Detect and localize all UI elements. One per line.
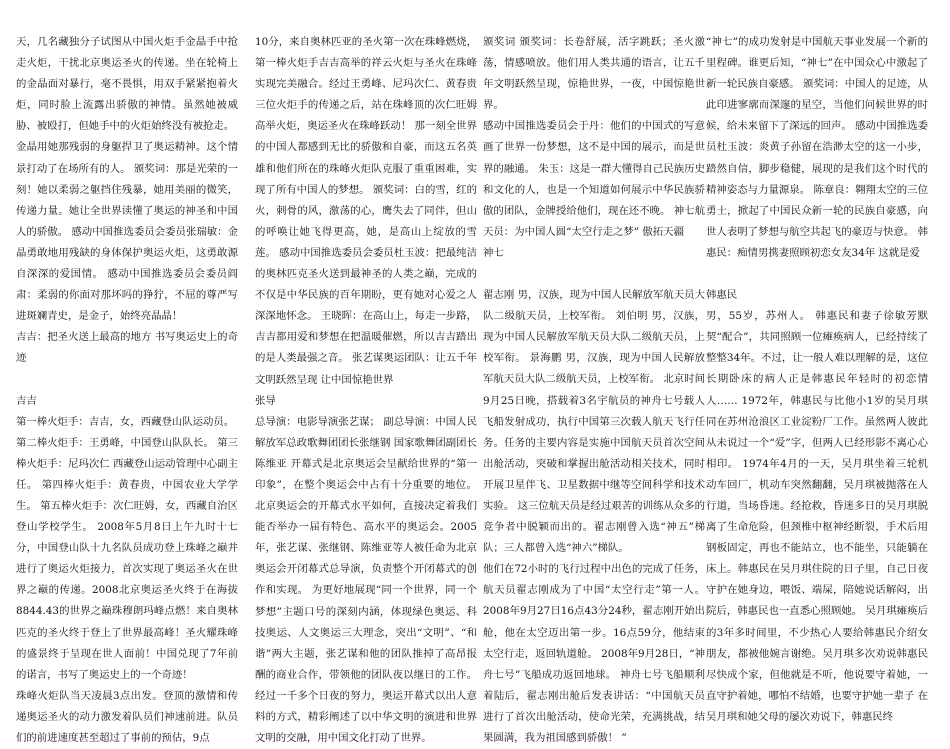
paragraph: 他们在72小时的飞行过程中出色的完成了任务，航天员翟志刚成为了中国“太空行走”第一人。 2008年9月27日16点43分24秒，翟志刚开始出舱，他在太空迈出第一步。16点59分，他结束太空行走，返回轨道舱。 2008年9月28日，“神舟七号”飞船成功返回地球。 神舟七号飞船顺利着陆后，翟志刚出舱后发表讲话：“中国航天员进行了首次出舱活动，使命光荣，充满挑战，结果圆满，我为祖国感到骄傲！ ” (483, 563, 705, 744)
paragraph: “神七”的成功发射是中国航天事业发展一个新的里程碑。谁更后知，“神七”在中国众心中激起了新一轮民族自豪感。 颁奖词：中国人的足迹，从此印进寥廓而深邃的星空，当他们问候世界的时候，给未来留下了深远的回声。 感动中国推选委员杜玉波：炎黄子孙留在浩渺太空的这一小步，踏然自信，脚步稳健，展现的是我们这个时代的精神姿态与力量源泉。 陈章良：翱翔太空的三位勇士，掀起了中国民众新一轮的民族自豪感，向世人表明了梦想与航空共起飞的豪迈与快意。 韩惠民：痴情男携妻照顾初恋女友34年 这就是爱 (706, 36, 928, 259)
blank-line (483, 264, 705, 285)
person-name: 吉吉 (16, 394, 37, 407)
blank-line (706, 264, 928, 285)
person-name: 张导 (255, 394, 276, 407)
text-column-1 (16, 32, 238, 744)
paragraph: 男，55岁，苏州人。 韩惠民和妻子徐敏芳默契“配合”，共同照顾一位瘫痪病人，已经持续了整整34年。不过，让一般人难以理解的是，这位长期卧床的病人正是韩惠民年轻时的初恋情人…… 1972年，韩惠民与比他小1岁的吴月琪同在苏州沧浪区工业淀粉厂工作。虽然两人彼此从未说过一个“爱”字，但两人已经形影不离心心相印。 1974年4月的一天，吴月琪坐着三轮机动车回厂，机动车突然翻翻，吴月琪被抛落在人行道，当场昏迷。经抢救，昏迷多日的吴月琪脱离了生命危险，但颈椎中枢神经断裂，手术后用钢板固定，再也不能站立，也不能坐，只能躺在床上。韩惠民在吴月琪住院的日子里，自己日夜守护在她身边，喂饭、端屎，陪她说话解闷，出院后，韩惠民也一直悉心照顾她。 吴月琪瘫痪后的3年多时间里，不少热心人要给韩惠民介绍女朋友，都被他婉言谢绝。吴月琪多次劝说韩惠民尽快成个家，但他就是不听，他说要守着她，一直守护着她，哪怕不结婚，也要守护她一辈子 在吴月琪和她父母的屡次劝说下，韩惠民终 (706, 310, 928, 723)
paragraph: 第二棒火炬手：王勇峰，中国登山队队长。 第三棒火炬手：尼玛次仁 西藏登山运动管理中心副主任。 第四棒火炬手：黄春贵，中国农业大学学生。 第五棒火炬手：次仁旺姆，女，西藏自治区登山学校学生。 2008年5月8日上午九时十七分，中国登山队十九名队员成功登上珠峰之巅并进行了奥运火炬接力，首次实现了奥运圣火在世界之巅的传递。2008北京奥运圣火终于在海拔8844.43的世界之巅珠穆朗玛峰点燃！来自奥林匹克的圣火终于登上了世界最高峰！圣火耀珠峰的盛景终于呈现在世人面前！中国兑现了7年前的诺言，书写了奥运史上的一个奇迹！ (16, 436, 238, 681)
paragraph: 10分，来自奥林匹亚的圣火第一次在珠峰燃烧，第一棒火炬手吉吉高举的祥云火炬与圣火在珠峰实现完美融合。经过王勇峰、尼玛次仁、黄春贵三位火炬手的传递之后，站在珠峰顶的次仁旺姆高举火炬，奥运圣火在珠峰跃动！ 那一刻全世界的中国人都感到无比的骄傲和自豪，而这五名英雄和他们所在的珠峰火炬队克服了重重困难，实现了所有中国人的梦想。 颁奖词：白的雪，红的火，刺骨的风，激荡的心，鹰失去了同伴，但山的呼唤让她飞得更高，她，是高山上绽放的雪莲。 感动中国推选委员会委员杜玉波：把最纯洁的奥林匹克圣火送到最神圣的人类之巅，完成的不仅是中华民族的百年期盼，更有她对心爱之人深深地怀念。 王晓晖：在高山上，每走一步路，吉吉都用爱和梦想在把温暖催燃，所以吉吉踏出的是人类最强之音。 张艺谋奥运团队：让五千年文明跃然呈现 让中国惊艳世界 (255, 36, 477, 386)
text-column-2 (255, 32, 477, 745)
paragraph: 第一棒火炬手：吉吉，女，西藏登山队运动员。 (16, 415, 235, 428)
paragraph: 颁奖词 颁奖词：长卷舒展，活字跳跃；圣火激荡，情感喷放。他们用人类共通的语言，让五千年文明跃然呈现，惊艳世界，一夜，中国惊艳世界。 (483, 36, 705, 112)
paragraph: 感动中国推选委员会于丹：他们的中国式的写意画了世界一份梦想，这不是中国的展示，而是世界的融通。 朱玉：这是一群大懂得自己民族历史和文化的人，也是一个知道如何展示中华民族骄傲的团队，金牌授给他们，现在还不晚。 神七航天员：为中国人圆“太空行走之梦” 傲拓天疆 (483, 120, 705, 238)
paragraph: 天，几名藏独分子试图从中国火炬手金晶手中抢走火炬，干扰北京奥运圣火的传递。坐在轮椅上的金晶面对暴行，毫不畏惧，用双手紧紧抱着火炬，同时脸上流露出骄傲的神情。虽然她被威胁、被殴打，但她手中的火炬始终没有被抢走。 (16, 36, 238, 133)
blank-line (16, 370, 238, 391)
paragraph: 翟志刚 男，汉族，现为中国人民解放军航天员大队二级航天员，上校军衔。 刘伯明 男，汉族，现为中国人民解放军航天员大队二级航天员，上校军衔。 景海鹏 男，汉族，现为中国人民解放军航天员大队二级航天员，上校军衔。 北京时间9月25日晚，搭载着3名宇航员的神舟七号载人飞船发射成功，执行中国第三次载人航天飞行任务。任务的主要内容是实施中国航天员首次空间出舱活动，突破和掌握出舱活动相关技术，同时开展卫星伴飞、卫星数据中继等空间科学和技术实验。 这三位航天员是经过艰苦的训练从众多的竞争者中脱颖而出的。翟志刚曾入选“神五”梯队；三人都曾入选“神六”梯队。 (483, 289, 705, 555)
text-column-3 (483, 32, 705, 744)
paragraph: 珠峰火炬队当天凌晨3点出发。登顶的激情和传递奥运圣火的动力激发着队员们神速前进。队员们的前进速度甚至超过了事前的预估，9点 (16, 689, 238, 744)
person-name: 神七 (483, 246, 504, 259)
text-column-4 (706, 32, 928, 723)
paragraph: 总导演：电影导演张艺谋； 副总导演：中国人民解放军总政歌舞团团长张继钢 国家歌舞团副团长陈维亚 开幕式是北京奥运会呈献给世界的“第一印象”，在整个奥运会中占有十分重要的地位。北京奥运会的开幕式水平如何，直接决定着我们能否举办一届有特色、高水平的奥运会。2005年，张艺谋、张继钢、陈维亚等人被任命为北京奥运会开闭幕式总导演，负责整个开闭幕式的创作和实现。 为更好地展现“同一个世界，同一个梦想”主题口号的深刻内涵，体现绿色奥运、科技奥运、人文奥运三大理念，突出“文明”、“和谐”两大主题，张艺谋和他的团队推掉了高昂报酬的商业合作，带领他的团队夜以继日的工作。经过一千多个日夜的努力，奥运开幕式以出人意料的方式，精彩阐述了以中华文明的演进和世界文明的交融，用中国文化打动了世界。 (255, 415, 477, 745)
person-name: 韩惠民 (706, 289, 738, 302)
paragraph: 金晶用她那残弱的身躯捍卫了奥运精神。这个情景打动了在场所有的人。 颁奖词：那是光荣的一刻！她以柔弱之躯挡住残暴，她用美丽的微笑，传递力量。她让全世界读懂了奥运的神圣和中国人的骄傲。 感动中国推选委员会委员张瑞敏：金晶勇敢地用残缺的身体保护奥运火炬，这勇敢源自深深的爱国情。 感动中国推选委员会委员阎肃：柔弱的你面对那坏吗的狰狞，不屈的尊严写进斑斓青史，是金子，始终亮晶晶！ (16, 141, 238, 323)
section-heading: 吉吉：把圣火送上最高的地方 书写奥运史上的奇迹 (16, 331, 238, 365)
